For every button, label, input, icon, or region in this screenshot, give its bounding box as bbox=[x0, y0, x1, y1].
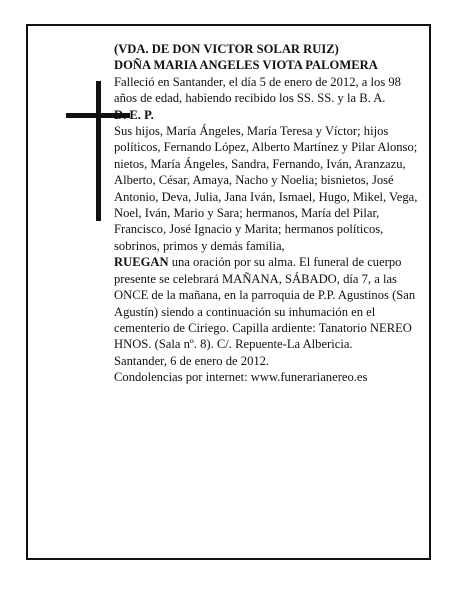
obituary-text bbox=[114, 41, 419, 386]
cross-icon-vertical bbox=[96, 81, 101, 221]
deceased-name: DOÑA MARIA ANGELES VIOTA PALOMERA bbox=[114, 58, 378, 73]
death-info: Falleció en Santander, el día 5 de enero de 2012, a los 98 años de edad, habiendo recibido los SS. SS. y la B. A. bbox=[114, 74, 401, 106]
rip-line: D. E. P. bbox=[114, 107, 154, 122]
family-list: Sus hijos, María Ángeles, María Teresa y Víctor; hijos políticos, Fernando López, Alberto Martínez y Pilar Alonso; nietos, María Ángeles, Sandra, Fernando, Iván, Aranzazu, Alberto, César, Amaya, Nacho y Noelia; bisnietos, José Antonio, Deva, Julia, Jana Iván, Ismael, Hugo, Mikel, Vega, Noel, Iván, Mario y Sara; hermanos, María del Pilar, Francisco, José Ignacio y Marita; hermanos políticos, sobrinos, primos y demás familia, bbox=[114, 124, 418, 253]
widow-line: (VDA. DE DON VICTOR SOLAR RUIZ) bbox=[114, 42, 339, 56]
place-date: Santander, 6 de enero de 2012. bbox=[114, 353, 270, 368]
funeral-request bbox=[114, 254, 419, 352]
request-word: RUEGAN bbox=[114, 255, 169, 270]
condolences-line: Condolencias por internet: www.funerarianereo.es bbox=[114, 370, 368, 385]
request-text: una oración por su alma. El funeral de cuerpo presente se celebrará MAÑANA, SÁBADO, día 7, a las ONCE de la mañana, en la parroquia de P.P. Agustinos (San Agustín) siendo a continuación su inhumación en el cementerio de Ciriego. Capilla ardiente: Tanatorio NEREO HNOS. (Sala nº. 8). C/. Repuente-La Albericia. bbox=[114, 255, 416, 352]
